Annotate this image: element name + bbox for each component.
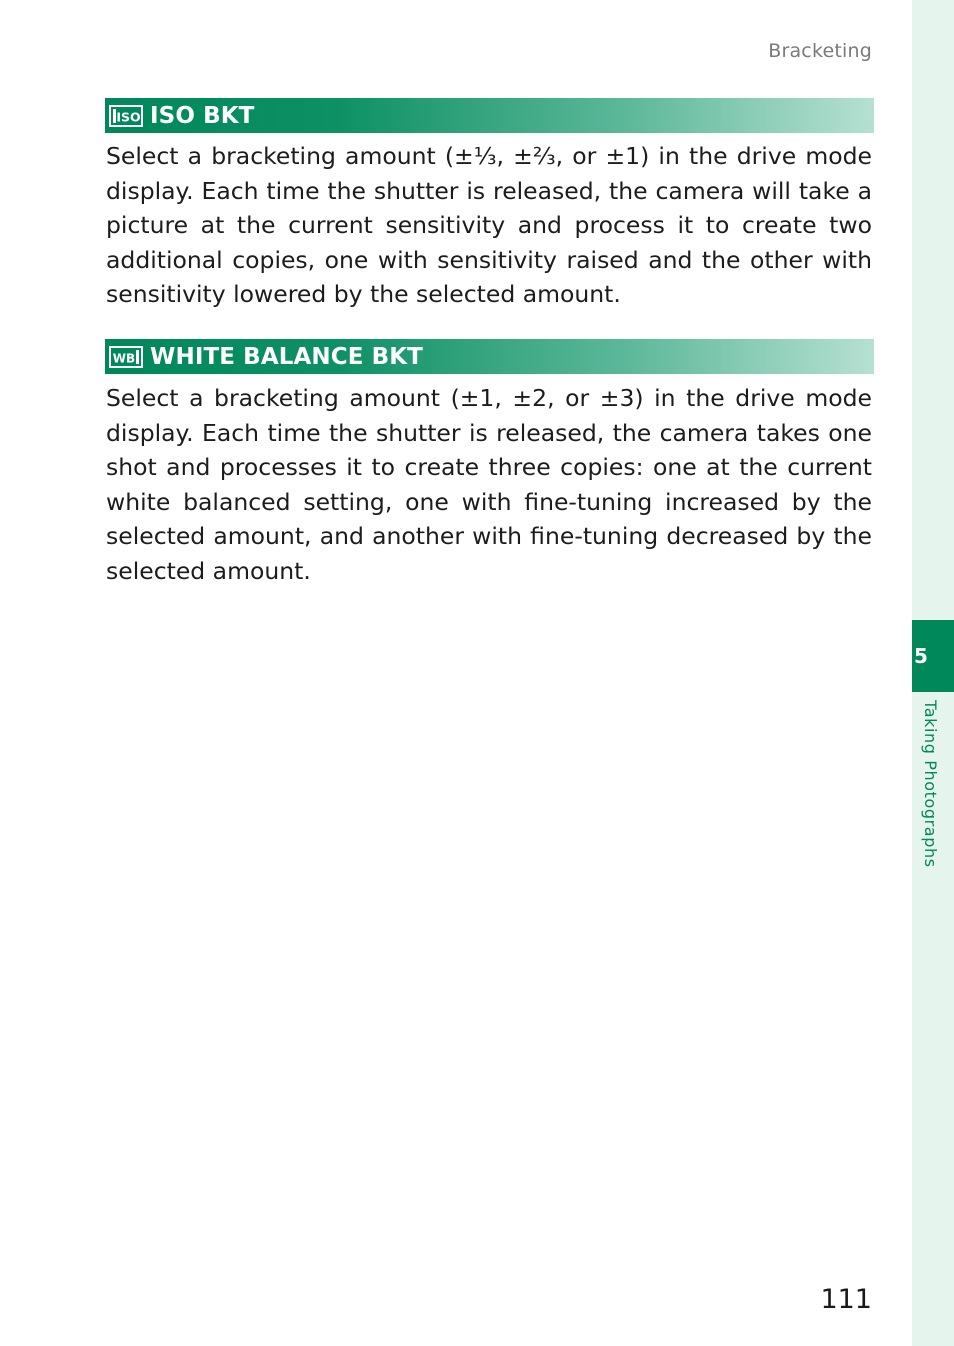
white-balance-icon [108, 346, 144, 368]
chapter-number: 5 [914, 644, 928, 668]
iso-icon-label: ISO [116, 109, 141, 124]
section-title: ISO BKT [150, 102, 255, 129]
section-heading-iso-bkt [105, 98, 874, 133]
iso-icon [108, 105, 144, 127]
section-body-white-balance-bkt: Select a bracketing amount (±1, ±2, or ±3) in the drive mode display. Each time the shutter is released, the camera takes one shot and processes it to create three copies: one at the current white balanced setting, one with fine-tuning increased by the selected amount, and another with fine-tuning decreased by the selected amount. [106, 384, 872, 585]
running-header: Bracketing [768, 40, 872, 62]
page-number: 111 [820, 1284, 872, 1315]
chapter-title: Taking Photographs [921, 700, 940, 868]
chapter-tab [912, 620, 954, 692]
section-body-iso-bkt: Select a bracketing amount (±⅓, ±⅔, or ±1) in the drive mode display. Each time the shutter is released, the camera will take a picture at the current sensitivity and process it to create two additional copies, one with sensitivity raised and the other with sensitivity lowered by the selected amount. [106, 142, 872, 308]
section-title: WHITE BALANCE BKT [150, 343, 423, 370]
section-heading-white-balance-bkt [105, 339, 874, 374]
white-balance-icon-label: WB [112, 351, 136, 365]
